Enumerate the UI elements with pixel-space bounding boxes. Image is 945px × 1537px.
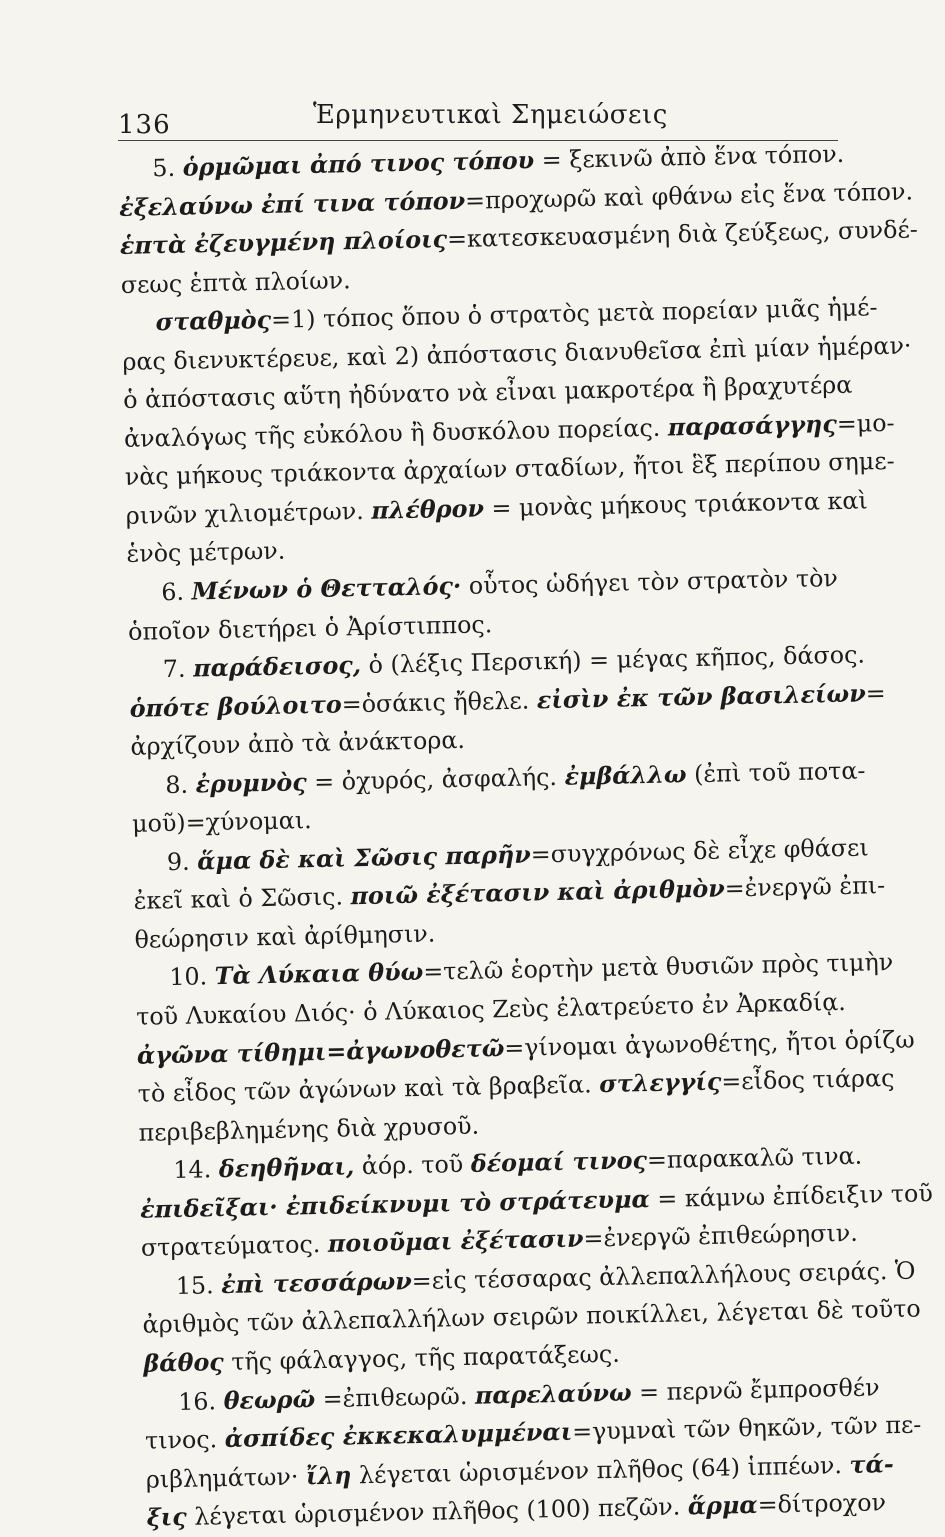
gloss-text: σεως ἑπτὰ πλοίων. [120, 265, 351, 299]
glossary-term: παρασάγγης [667, 409, 838, 442]
gloss-text: περιβεβλημένης διὰ χρυσοῦ. [138, 1111, 480, 1147]
glossary-term: παρελαύνω [474, 1378, 632, 1410]
gloss-text: =κατεσκευασμένη διὰ ζεύξεως, συνδέ- [446, 215, 919, 254]
gloss-text: =προχωρῶ καὶ φθάνω εἰς ἕνα τόπον. [464, 176, 914, 215]
glossary-term: ποιῶ ἐξέτασιν καὶ ἀριθμὸν [350, 874, 725, 911]
gloss-text: ἀριθμὸς τῶν ἀλλεπαλλήλων σειρῶν ποικίλλει, λέγεται δὲ τοῦτο [142, 1294, 921, 1340]
glossary-term: Τὰ Λύκαια θύω [214, 958, 424, 991]
commentary-text [118, 134, 934, 1537]
glossary-term: εἰσὶν ἐκ τῶν βασιλείων [536, 679, 866, 715]
gloss-text: 9. [166, 847, 198, 876]
gloss-text: =εἶδος τιάρας [721, 1064, 895, 1096]
gloss-text: =τελῶ ἑορτὴν μετὰ θυσιῶν πρὸς τιμὴν [423, 948, 894, 987]
gloss-text: =ὁσάκις ἤθελε. [341, 686, 538, 719]
glossary-term: παράδεισος, [192, 651, 362, 683]
gloss-text: =ἐνεργῶ ἐπιθεώρησιν. [583, 1219, 859, 1253]
gloss-text: ὁ (λέξις Περσική) = μέγας κῆπος, δάσος. [360, 640, 866, 680]
gloss-text: =εἰς τέσσαρας ἀλλεπαλλήλους σειράς. Ὁ [411, 1256, 916, 1295]
glossary-term: ἅρμα [687, 1491, 758, 1521]
gloss-text: =γυμναὶ τῶν θηκῶν, τῶν πε- [571, 1410, 922, 1446]
gloss-text: ὁποῖον διετήρει ὁ Ἀρίστιππος. [127, 609, 493, 646]
glossary-term: ἴλη [305, 1460, 352, 1490]
gloss-text: ἐκεῖ καὶ ὁ Σῶσις. [133, 882, 351, 916]
glossary-term: ἀγῶνα τίθημι=ἀγωνοθετῶ [136, 1033, 505, 1070]
glossary-term: ἅμα δὲ καὶ Σῶσις παρῆν [196, 840, 532, 876]
gloss-text: ἀναλόγως τῆς εὐκόλου ἢ δυσκόλου πορείας. [123, 413, 669, 453]
glossary-term: στλεγγίς [598, 1067, 722, 1099]
gloss-text: =ἐνεργῶ ἐπι- [724, 871, 886, 903]
glossary-term: ἐξελαύνω ἐπί τινα τόπον [118, 186, 466, 222]
gloss-text: =παρακαλῶ τινα. [646, 1141, 863, 1175]
page-header [118, 100, 838, 141]
gloss-text: 10. [169, 962, 216, 992]
glossary-term: τά- [849, 1449, 894, 1479]
gloss-text: 8. [165, 770, 196, 799]
glossary-term: δέομαί τινος [470, 1146, 648, 1179]
glossary-term: θεωρῶ [223, 1384, 316, 1415]
glossary-term: Μένων ὁ Θετταλός· [191, 571, 462, 606]
gloss-text: στρατεύματος. [140, 1230, 329, 1263]
gloss-text: 15. [175, 1270, 222, 1300]
gloss-text: λέγεται ὡρισμένον πλῆθος (100) πεζῶν. [186, 1492, 689, 1531]
gloss-text: τὸ εἶδος τῶν ἀγώνων καὶ τὰ βραβεῖα. [137, 1070, 600, 1108]
glossary-term: ὁρμῶμαι ἀπό τινος τόπου [182, 146, 535, 182]
glossary-term: ἐπὶ τεσσάρων [220, 1266, 413, 1299]
gloss-text: ἀόρ. τοῦ [353, 1150, 472, 1181]
glossary-term: ἐπιδεῖξαι· ἐπιδείκνυμι τὸ στράτευμα [139, 1184, 651, 1224]
gloss-text: (ἐπὶ τοῦ ποτα- [686, 756, 866, 788]
gloss-text: = ξεκινῶ ἀπὸ ἕνα τόπον. [533, 139, 845, 175]
gloss-text: =δίτροχον [757, 1488, 887, 1520]
gloss-text: =1) τόπος ὅπου ὁ στρατὸς μετὰ πορείαν μιᾶς ἡμέ- [270, 293, 878, 335]
gloss-text: = περνῶ ἔμπροσθέν [631, 1372, 880, 1407]
gloss-text: νὰς μήκους τριάκοντα ἀρχαίων σταδίων, ἤτοι ἓξ περίπου σημε- [124, 447, 895, 492]
gloss-text: τῆς φάλαγγος, τῆς παρατάξεως. [223, 1339, 621, 1377]
running-title: Ἑρμηνευτικαὶ Σημειώσεις [313, 100, 668, 130]
gloss-text: = μονὰς μήκους τριάκοντα καὶ [483, 486, 868, 523]
page-number: 136 [118, 110, 171, 140]
glossary-term: ὁπότε βούλοιτο [129, 690, 343, 723]
glossary-term: ποιοῦμαι ἐξέτασιν [327, 1224, 584, 1259]
gloss-text: =συγχρόνως δὲ εἶχε φθάσει [530, 833, 869, 869]
gloss-text: ριβλημάτων· [145, 1461, 307, 1494]
gloss-text: ὁ ἀπόστασις αὕτη ἠδύνατο νὰ εἶναι μακροτέρα ἢ βραχυτέρα [122, 370, 853, 415]
gloss-text: τοῦ Λυκαίου Διός· ὁ Λύκαιος Ζεὺς ἐλατρεύετο ἐν Ἀρκαδίᾳ. [135, 987, 847, 1031]
gloss-text: 14. [173, 1155, 220, 1185]
gloss-text: ρινῶν χιλιομέτρων. [125, 496, 372, 530]
gloss-text: λέγεται ὡρισμένον πλῆθος (64) ἱππέων. [351, 1450, 850, 1489]
gloss-text: θεώρησιν καὶ ἀρίθμησιν. [134, 919, 436, 954]
glossary-term: σταθμὸς [155, 306, 272, 337]
gloss-text: 7. [162, 654, 194, 684]
gloss-text: 5. [152, 153, 183, 183]
gloss-text: =γίνομαι ἀγωνοθέτης, ἤτοι ὁρίζω [504, 1025, 915, 1062]
gloss-text: μοῦ)=χύνομαι. [131, 806, 312, 839]
gloss-text: ἑνὸς μέτρων. [126, 537, 286, 569]
glossary-term: βάθος [143, 1348, 225, 1378]
gloss-text: =μο- [836, 408, 895, 438]
glossary-term: ἐμβάλλω [564, 759, 687, 791]
glossary-term: ἑπτὰ ἐζευγμένη πλοίοις [119, 225, 448, 261]
glossary-term: ἐρυμνὸς [195, 767, 307, 799]
gloss-text: τινος. [144, 1425, 226, 1455]
gloss-text: = κάμνω ἐπίδειξιν τοῦ [649, 1178, 934, 1213]
glossary-term: πλέθρον [370, 494, 485, 525]
gloss-text: = ὀχυρός, ἀσφαλής. [306, 762, 565, 796]
gloss-text: = [865, 678, 886, 708]
glossary-term: δεηθῆναι, [218, 1152, 355, 1184]
gloss-text: 6. [160, 577, 192, 607]
gloss-text: 16. [177, 1386, 224, 1416]
gloss-text: οὗτος ὡδήγει τὸν στρατὸν τὸν [460, 564, 839, 600]
glossary-term: ἀσπίδες ἐκκεκαλυμμέναι [224, 1417, 573, 1454]
gloss-text: ρας διενυκτέρευε, καὶ 2) ἀπόστασις διανυθεῖσα ἐπὶ μίαν ἡμέραν· [122, 331, 912, 376]
gloss-text: =ἐπιθεωρῶ. [314, 1381, 476, 1413]
glossary-term: ξις [146, 1503, 188, 1532]
gloss-text: ἀρχίζουν ἀπὸ τὰ ἀνάκτορα. [130, 726, 466, 762]
